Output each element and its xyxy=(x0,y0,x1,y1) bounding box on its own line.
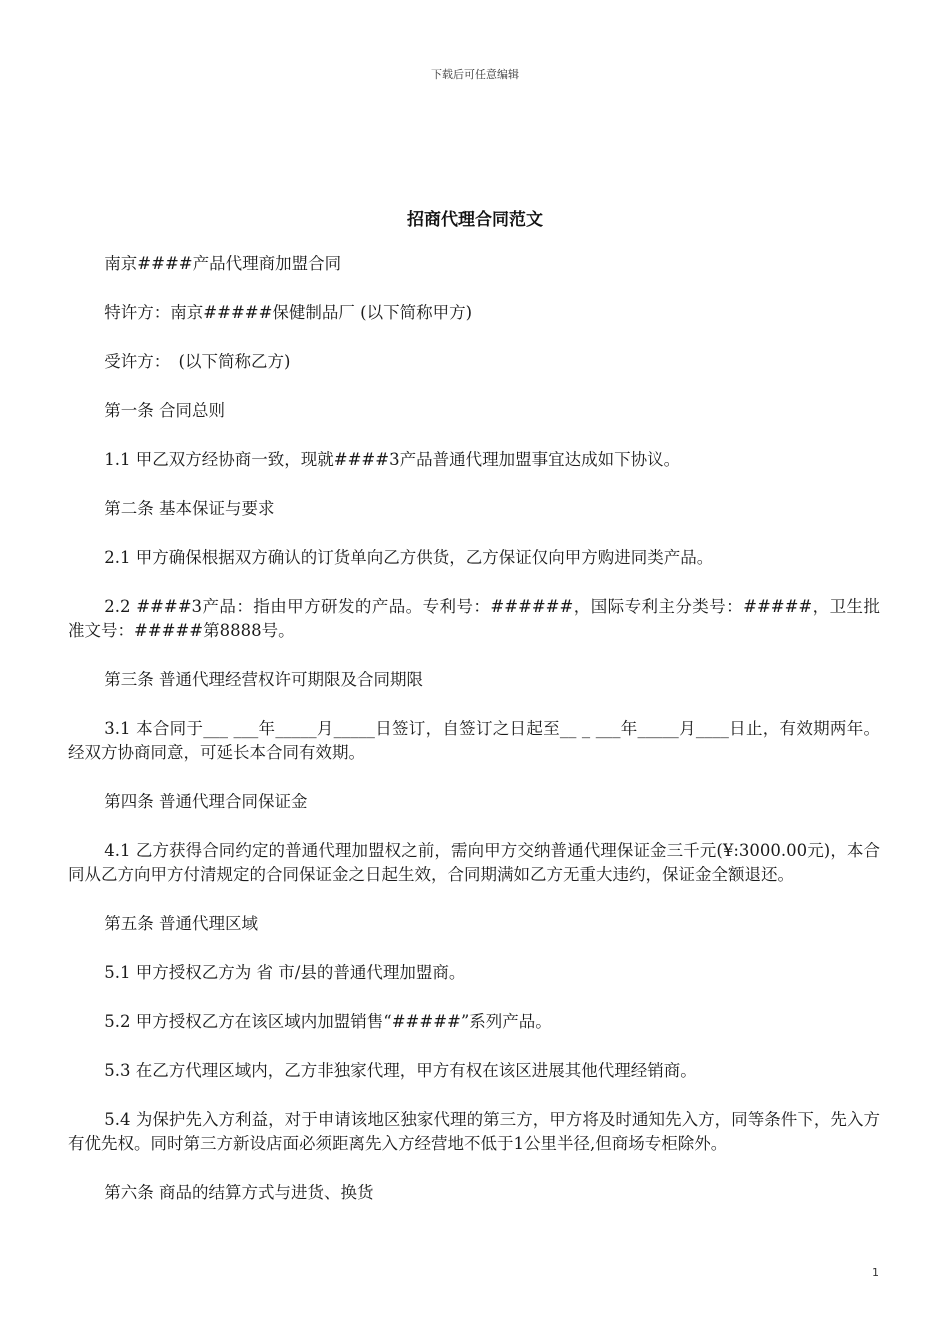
clause-2-1: 2.1 甲方确保根据双方确认的订货单向乙方供货，乙方保证仅向甲方购进同类产品。 xyxy=(104,548,714,567)
party-a: 特许方：南京#####保健制品厂 (以下简称甲方) xyxy=(104,303,473,322)
document-body xyxy=(68,252,880,1230)
clause-1-1: 1.1 甲乙双方经协商一致，现就####3产品普通代理加盟事宜达成如下协议。 xyxy=(104,450,681,469)
page-number: 1 xyxy=(872,1266,879,1279)
article-6-heading: 第六条 商品的结算方式与进货、换货 xyxy=(104,1183,374,1202)
header-note: 下载后可任意编辑 xyxy=(431,68,519,81)
article-5-heading: 第五条 普通代理区域 xyxy=(104,914,259,933)
clause-5-2: 5.2 甲方授权乙方在该区域内加盟销售“#####”系列产品。 xyxy=(104,1012,552,1031)
clause-4-1: 4.1 乙方获得合同约定的普通代理加盟权之前，需向甲方交纳普通代理保证金三千元(¥:3000.00元)，本合同从乙方向甲方付清规定的合同保证金之日起生效，合同期满如乙方无重大违约，保证金全额退还。 xyxy=(68,841,880,884)
clause-2-2: 2.2 ####3产品：指由甲方研发的产品。专利号：######，国际专利主分类号：#####，卫生批准文号：#####第8888号。 xyxy=(68,597,880,640)
party-b: 受许方： (以下简称乙方) xyxy=(104,352,291,371)
article-3-heading: 第三条 普通代理经营权许可期限及合同期限 xyxy=(104,670,424,689)
document-title: 招商代理合同范文 xyxy=(407,210,543,230)
article-4-heading: 第四条 普通代理合同保证金 xyxy=(104,792,308,811)
clause-3-1: 3.1 本合同于___ ___年_____月_____日签订，自签订之日起至__ _ ___年_____月____日止，有效期两年。经双方协商同意，可延长本合同有效期。 xyxy=(68,719,880,762)
article-1-heading: 第一条 合同总则 xyxy=(104,401,226,420)
article-2-heading: 第二条 基本保证与要求 xyxy=(104,499,275,518)
clause-5-4: 5.4 为保护先入方利益，对于申请该地区独家代理的第三方，甲方将及时通知先入方，同等条件下，先入方有优先权。同时第三方新设店面必须距离先入方经营地不低于1公里半径,但商场专柜除外。 xyxy=(68,1110,880,1153)
contract-name: 南京####产品代理商加盟合同 xyxy=(104,254,342,273)
clause-5-3: 5.3 在乙方代理区域内，乙方非独家代理，甲方有权在该区进展其他代理经销商。 xyxy=(104,1061,697,1080)
clause-5-1: 5.1 甲方授权乙方为 省 市/县的普通代理加盟商。 xyxy=(104,963,466,982)
